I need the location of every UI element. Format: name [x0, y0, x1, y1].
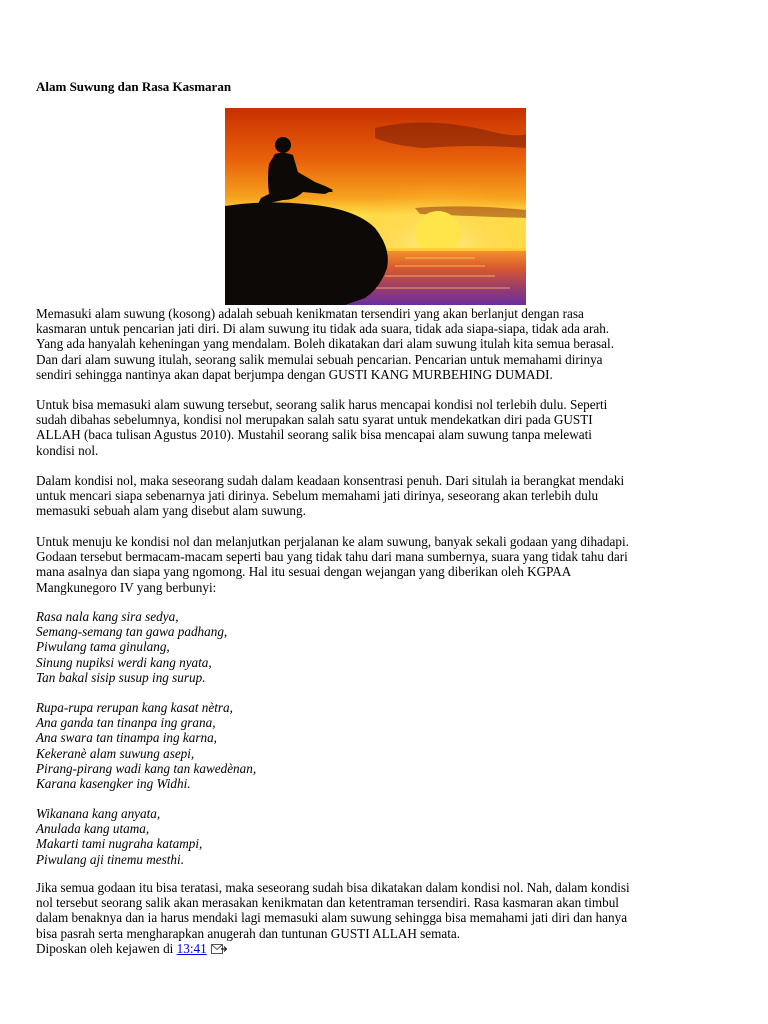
paragraph-1: [36, 306, 726, 382]
meditation-sunset-image: [225, 108, 526, 305]
text-line: Untuk menuju ke kondisi nol dan melanjutkan perjalanan ke alam suwung, banyak sekali godaan yang dihadapi.: [36, 534, 629, 549]
verse-stanza-3: [36, 806, 726, 867]
verse-line: Ana swara tan tinampa ing karna,: [36, 730, 217, 746]
text-line: memasuki sebuah alam yang disebut alam suwung.: [36, 503, 306, 519]
text-line: Dalam kondisi nol, maka seseorang sudah dalam keadaan konsentrasi penuh. Dari situlah ia berangkat mendaki: [36, 473, 625, 488]
verse-line: Kekeranè alam suwung asepi,: [36, 745, 195, 761]
text-line: Godaan tersebut bermacam-macam seperti bau yang tidak tahu dari mana sumbernya, suara yang tidak tahu dari: [36, 549, 628, 565]
paragraph-5: [36, 880, 726, 941]
article-title: Alam Suwung dan Rasa Kasmaran: [36, 79, 232, 94]
text-line: Memasuki alam suwung (kosong) adalah sebuah kenikmatan tersendiri yang akan berlanjut dengan rasa: [36, 306, 584, 321]
email-post-icon[interactable]: [211, 943, 227, 958]
verse-line: Ana ganda tan tinanpa ing grana,: [36, 715, 216, 731]
verse-line: Wikanana kang anyata,: [36, 806, 161, 821]
verse-line: Karana kasengker ing Widhi.: [36, 776, 191, 792]
verse-line: Piwulang aji tinemu mesthi.: [36, 851, 184, 867]
verse-line: Sinung nupiksi werdi kang nyata,: [36, 654, 212, 670]
post-time-link[interactable]: 13:41: [176, 941, 207, 956]
text-line: mana asalnya dan siapa yang ngomong. Hal itu sesuai dengan wejangan yang diberikan oleh KGPAA: [36, 564, 572, 580]
text-line: sendiri sehingga nantinya akan dapat berjumpa dengan GUSTI KANG MURBEHING DUMADI.: [36, 366, 553, 382]
text-line: Untuk bisa memasuki alam suwung tersebut, seorang salik harus mencapai kondisi nol terlebih dulu. Seperti: [36, 397, 608, 412]
verse-line: Makarti tami nugraha katampi,: [36, 836, 203, 852]
text-line: sudah dibahas sebelumnya, kondisi nol merupakan salah satu syarat untuk mendekatkan diri pada GUSTI: [36, 412, 593, 428]
text-line: Jika semua godaan itu bisa teratasi, maka seseorang sudah bisa dikatakan dalam kondisi nol. Nah, dalam kondisi: [36, 880, 630, 895]
text-line: untuk mencari siapa sebenarnya jati dirinya. Sebelum memahami jati dirinya, seseorang akan terlebih dulu: [36, 488, 599, 504]
text-line: kasmaran untuk pencarian jati diri. Di alam suwung itu tidak ada suara, tidak ada siapa-siapa, tidak ada arah.: [36, 321, 610, 337]
verse-stanza-2: [36, 700, 726, 791]
verse-line: Rupa-rupa rerupan kang kasat nètra,: [36, 700, 233, 715]
verse-line: Tan bakal sisip susup ing surup.: [36, 669, 206, 685]
verse-line: Piwulang tama ginulang,: [36, 639, 170, 655]
verse-line: Pirang-pirang wadi kang tan kawedènan,: [36, 760, 257, 776]
text-line: dalam benaknya dan ia harus mendaki lagi memasuki alam suwung sehingga bisa memahami jati diri dan hanya: [36, 910, 628, 926]
verse-stanza-1: [36, 609, 726, 685]
text-line: bisa pasrah serta mengharapkan anugerah dan tuntunan GUSTI ALLAH semata.: [36, 925, 461, 941]
paragraph-4: [36, 534, 726, 595]
text-line: nol tersebut seorang salik akan merasakan kenikmatan dan ketentraman tersendiri. Rasa kasmaran akan timbul: [36, 895, 619, 911]
verse-line: Rasa nala kang sira sedya,: [36, 609, 179, 624]
verse-line: Semang-semang tan gawa padhang,: [36, 624, 228, 640]
text-line: Mangkunegoro IV yang berbunyi:: [36, 579, 217, 595]
verse-line: Anulada kang utama,: [36, 821, 150, 837]
text-line: Dan dari alam suwung itulah, seorang salik memulai sebuah pencarian. Pencarian untuk memahami dirinya: [36, 351, 603, 367]
paragraph-2: [36, 397, 726, 458]
paragraph-3: [36, 473, 726, 519]
post-footer: [36, 941, 726, 958]
text-line: Yang ada hanyalah keheningan yang mendalam. Boleh dikatakan dari alam suwung itulah kita semua berasal.: [36, 336, 615, 352]
text-line: ALLAH (baca tulisan Agustus 2010). Mustahil seorang salik bisa mencapai alam suwung tanpa melewati: [36, 427, 592, 443]
text-line: kondisi nol.: [36, 442, 99, 458]
posted-by-label: Diposkan oleh kejawen di: [36, 941, 177, 956]
